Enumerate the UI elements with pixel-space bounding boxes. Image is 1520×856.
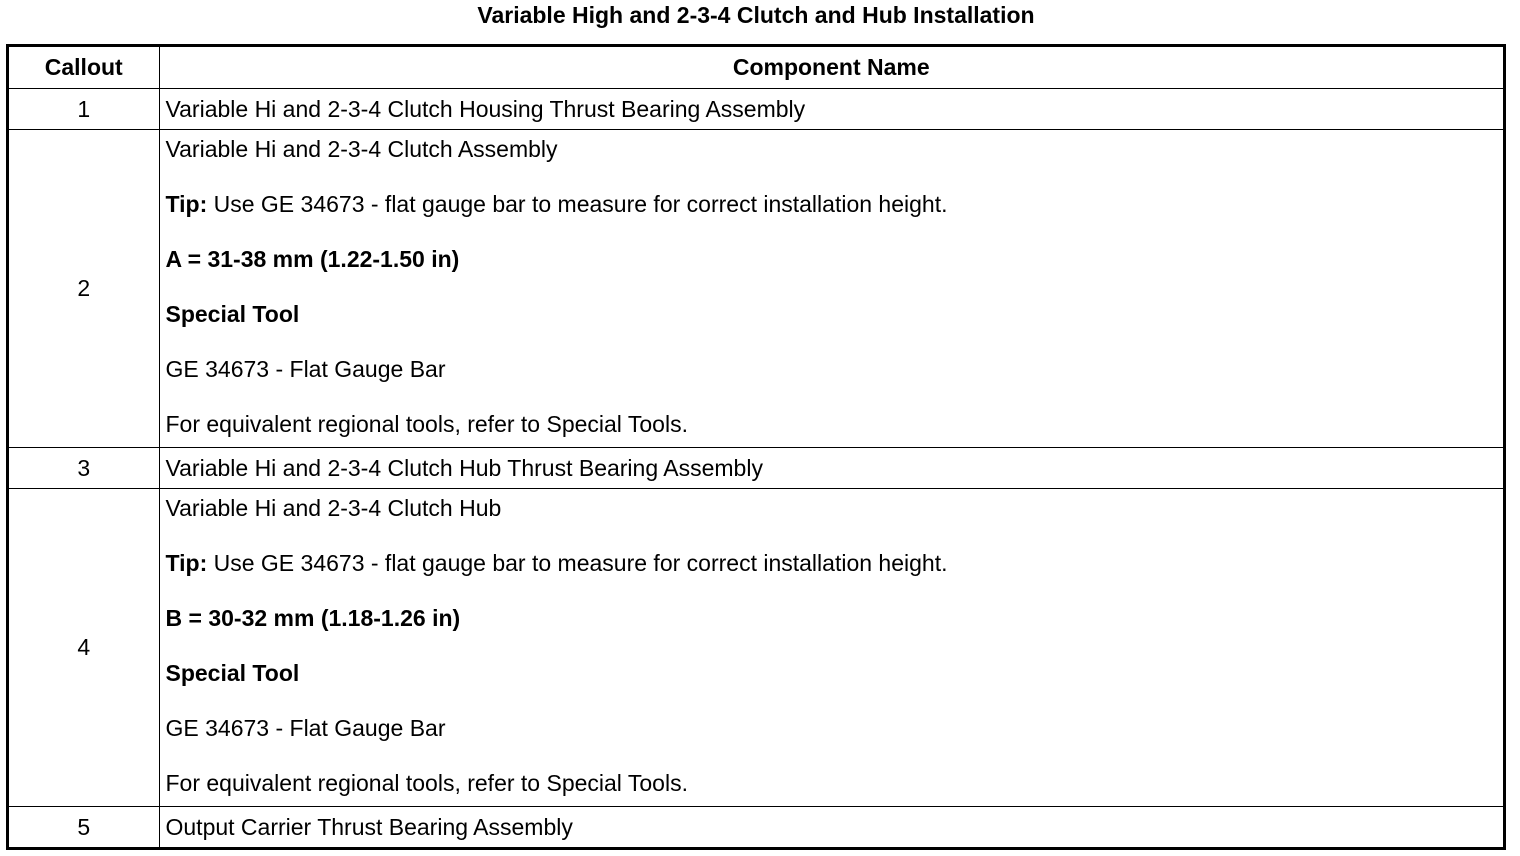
tip-line [166, 541, 1504, 596]
callout-number: 5 [9, 807, 159, 848]
regional-tools-note: For equivalent regional tools, refer to Special Tools. [165, 411, 688, 437]
table-row [9, 448, 1503, 489]
special-tool-name: GE 34673 - Flat Gauge Bar [165, 715, 446, 741]
table-row [9, 130, 1503, 448]
special-tool-name: GE 34673 - Flat Gauge Bar [165, 356, 446, 382]
component-name: Variable Hi and 2-3-4 Clutch Housing Thrust Bearing Assembly [159, 89, 1503, 130]
tip-label: Tip: [165, 550, 208, 576]
component-name: Output Carrier Thrust Bearing Assembly [159, 807, 1503, 848]
component-name: Variable Hi and 2-3-4 Clutch Assembly [165, 136, 558, 162]
callout-number: 3 [9, 448, 159, 489]
table-row [9, 89, 1503, 130]
callout-table-grid [9, 47, 1503, 847]
component-details [159, 130, 1503, 448]
tip-text: Use GE 34673 - flat gauge bar to measure for correct installation height. [207, 550, 948, 576]
table-row [9, 807, 1503, 848]
table-row [9, 489, 1503, 807]
callout-column-header: Callout [9, 47, 159, 89]
callout-number: 4 [9, 489, 159, 807]
tip-label: Tip: [165, 191, 208, 217]
header-row [9, 47, 1503, 89]
special-tool-heading: Special Tool [165, 301, 300, 327]
component-name: Variable Hi and 2-3-4 Clutch Hub Thrust Bearing Assembly [159, 448, 1503, 489]
tip-text: Use GE 34673 - flat gauge bar to measure for correct installation height. [207, 191, 948, 217]
document-title: Variable High and 2-3-4 Clutch and Hub Installation [477, 2, 1035, 28]
component-details [159, 489, 1503, 807]
callout-table [6, 44, 1506, 850]
regional-tools-note: For equivalent regional tools, refer to Special Tools. [165, 770, 688, 796]
tip-line [166, 182, 1504, 237]
measurement-spec: B = 30-32 mm (1.18-1.26 in) [165, 605, 461, 631]
special-tool-heading: Special Tool [165, 660, 300, 686]
component-name: Variable Hi and 2-3-4 Clutch Hub [165, 495, 502, 521]
component-column-header: Component Name [159, 47, 1503, 89]
measurement-spec: A = 31-38 mm (1.22-1.50 in) [165, 246, 460, 272]
callout-number: 1 [9, 89, 159, 130]
callout-number: 2 [9, 130, 159, 448]
